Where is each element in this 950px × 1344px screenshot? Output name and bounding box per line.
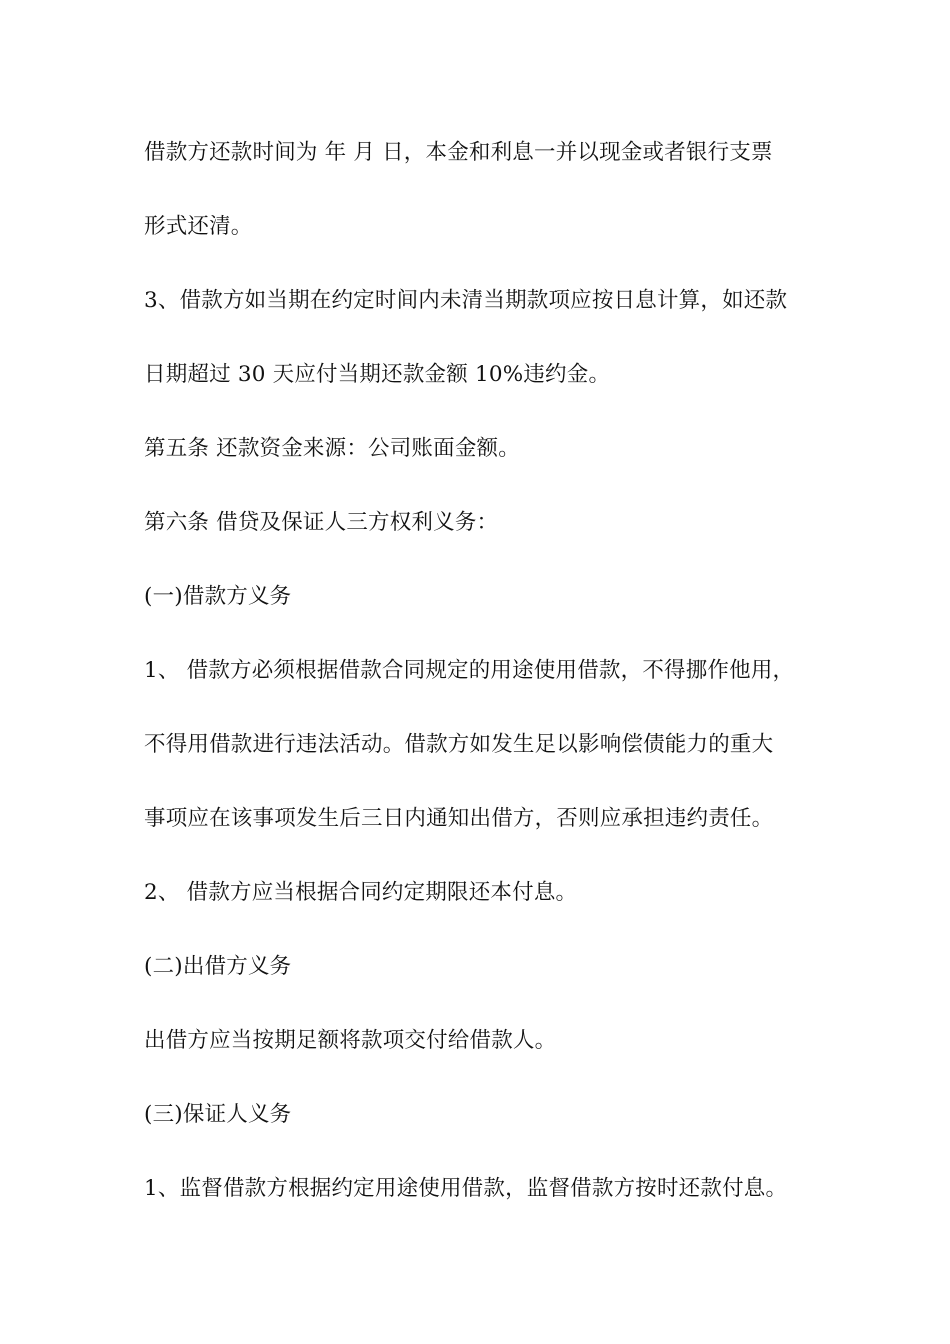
article-5-heading: 第五条 还款资金来源：公司账面金额。 (144, 436, 520, 461)
guarantor-duties-heading: (三)保证人义务 (144, 1102, 292, 1127)
borrower-duty-2-line: 2、 借款方应当根据合同约定期限还本付息。 (144, 880, 578, 905)
lender-duties-heading: (二)出借方义务 (144, 954, 292, 979)
clause-3-line-2: 日期超过 30 天应付当期还款金额 10%违约金。 (144, 362, 611, 387)
article-6-heading: 第六条 借贷及保证人三方权利义务： (144, 510, 499, 535)
repayment-form-line: 形式还清。 (144, 214, 253, 239)
borrower-duty-1-line-3: 事项应在该事项发生后三日内通知出借方，否则应承担违约责任。 (144, 806, 774, 831)
lender-duty-line: 出借方应当按期足额将款项交付给借款人。 (144, 1028, 557, 1053)
borrower-duties-heading: (一)借款方义务 (144, 584, 292, 609)
repayment-time-line: 借款方还款时间为 年 月 日，本金和利息一并以现金或者银行支票 (144, 140, 773, 165)
borrower-duty-1-line-1: 1、 借款方必须根据借款合同规定的用途使用借款，不得挪作他用， (144, 658, 795, 683)
clause-3-line-1: 3、借款方如当期在约定时间内未清当期款项应按日息计算，如还款 (144, 288, 788, 313)
guarantor-duty-1-line: 1、监督借款方根据约定用途使用借款，监督借款方按时还款付息。 (144, 1176, 788, 1201)
borrower-duty-1-line-2: 不得用借款进行违法活动。借款方如发生足以影响偿债能力的重大 (144, 732, 774, 757)
